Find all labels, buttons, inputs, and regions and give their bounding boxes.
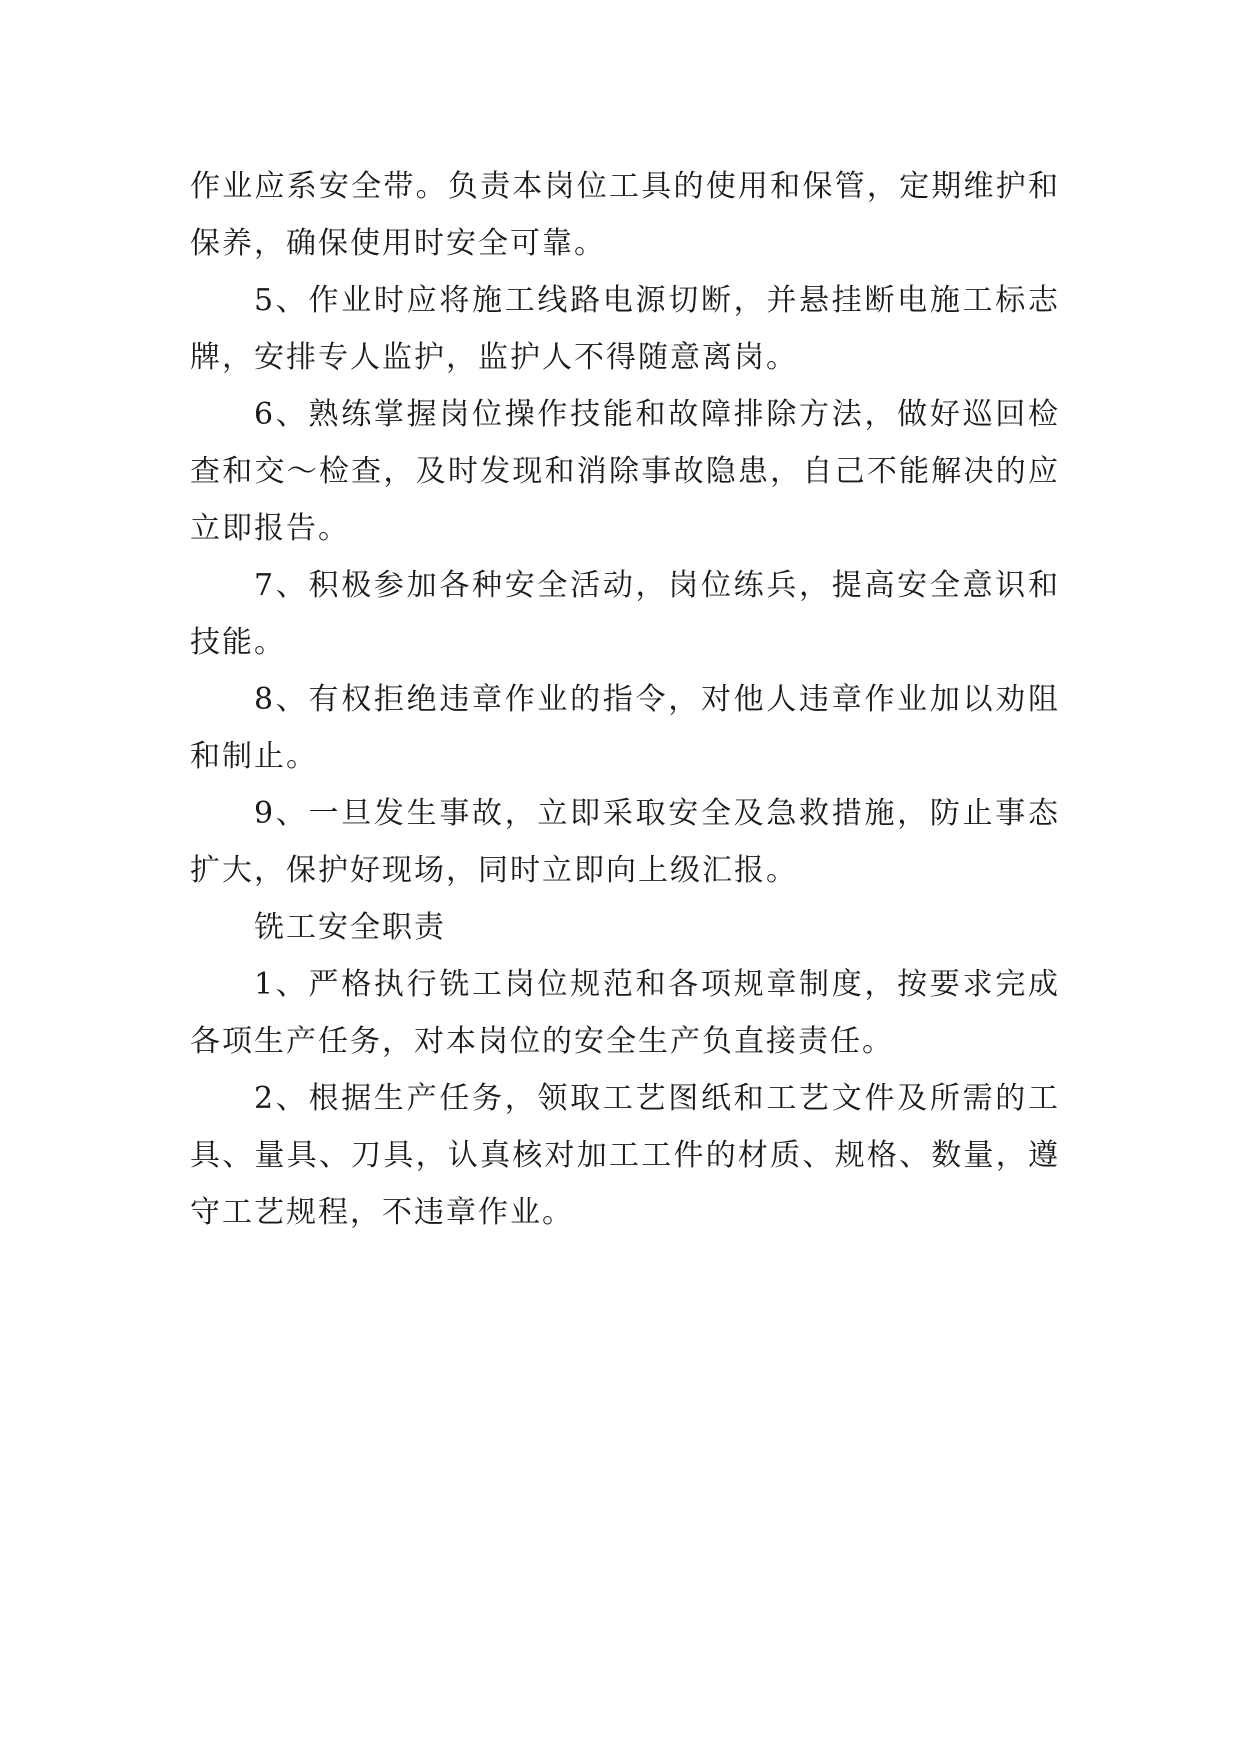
section-paragraph-item-2: 2、根据生产任务，领取工艺图纸和工艺文件及所需的工具、量具、刀具，认真核对加工工件的材质、规格、数量，遵守工艺规程，不违章作业。: [190, 1081, 1060, 1230]
paragraph-item-9: 9、一旦发生事故，立即采取安全及急救措施，防止事态扩大，保护好现场，同时立即向上级汇报。: [190, 796, 1060, 888]
section-paragraph-item-1: 1、严格执行铣工岗位规范和各项规章制度，按要求完成各项生产任务，对本岗位的安全生产负直接责任。: [190, 967, 1060, 1059]
paragraph-item-5: 5、作业时应将施工线路电源切断，并悬挂断电施工标志牌，安排专人监护，监护人不得随意离岗。: [190, 283, 1060, 375]
document-body: [190, 158, 1060, 1241]
section-title: 铣工安全职责: [254, 910, 446, 945]
paragraph-item-7: 7、积极参加各种安全活动，岗位练兵，提高安全意识和技能。: [190, 568, 1060, 660]
paragraph-item-8: 8、有权拒绝违章作业的指令，对他人违章作业加以劝阻和制止。: [190, 682, 1060, 774]
paragraph-continued: 作业应系安全带。负责本岗位工具的使用和保管，定期维护和保养，确保使用时安全可靠。: [190, 169, 1060, 261]
paragraph-item-6: 6、熟练掌握岗位操作技能和故障排除方法，做好巡回检查和交～检查，及时发现和消除事故隐患，自己不能解决的应立即报告。: [190, 397, 1060, 546]
